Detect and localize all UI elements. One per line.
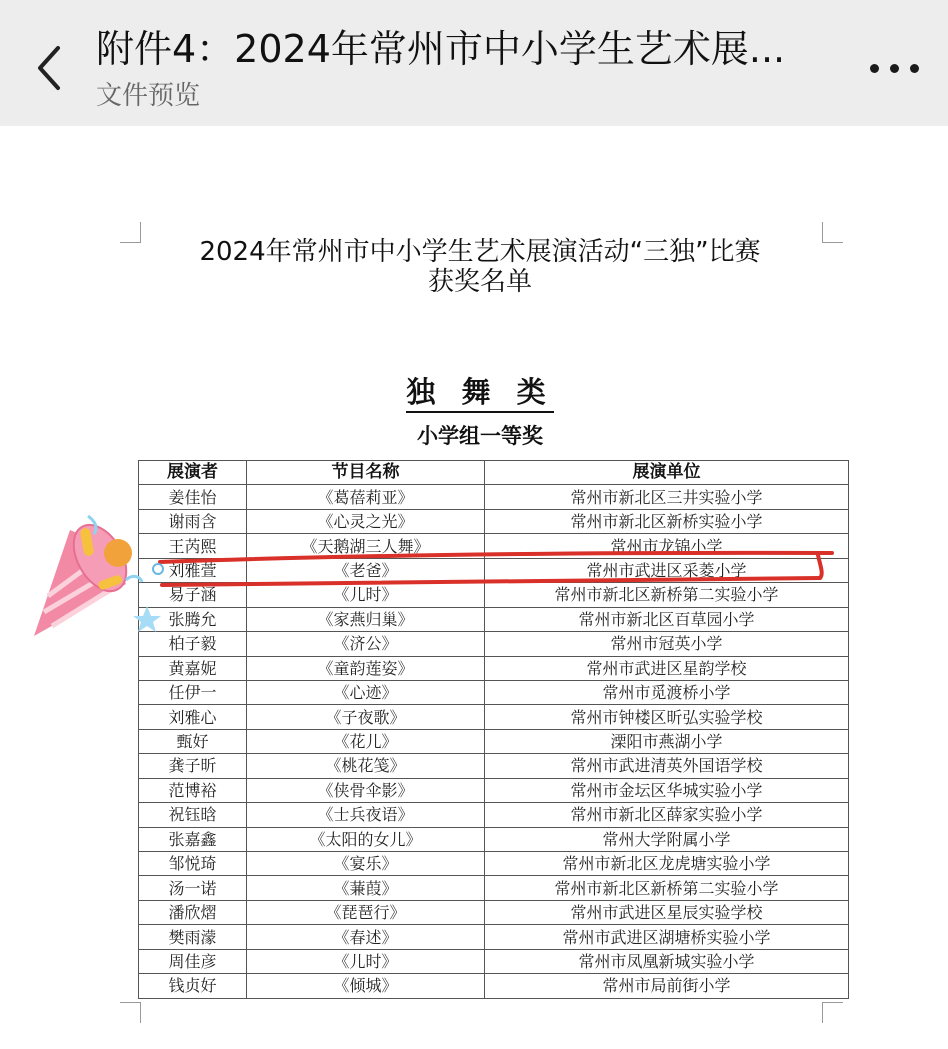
- document-title: 2024年常州市中小学生艺术展演活动“三独”比赛: [199, 237, 761, 267]
- unit-cell: 常州市新北区新桥第二实验小学: [485, 876, 849, 900]
- program-cell: 《心灵之光》: [247, 509, 485, 533]
- unit-cell: 常州市金坛区华城实验小学: [485, 778, 849, 802]
- performer-cell: 任伊一: [139, 680, 247, 704]
- program-cell: 《葛蓓莉亚》: [247, 485, 485, 509]
- program-cell: 《子夜歌》: [247, 705, 485, 729]
- unit-cell: 常州市冠英小学: [485, 632, 849, 656]
- table-row: [139, 778, 849, 802]
- table-row: [139, 509, 849, 533]
- table-header-row: [139, 461, 849, 485]
- top-bar: [0, 0, 948, 126]
- table-row: [139, 754, 849, 778]
- unit-cell: 常州市武进区星韵学校: [485, 656, 849, 680]
- unit-cell: 常州市局前街小学: [485, 974, 849, 998]
- program-cell: 《侠骨伞影》: [247, 778, 485, 802]
- unit-cell: 常州大学附属小学: [485, 827, 849, 851]
- program-cell: 《家燕归巢》: [247, 607, 485, 631]
- unit-cell: 常州市武进区星辰实验学校: [485, 900, 849, 924]
- table-row: [139, 925, 849, 949]
- more-options-button[interactable]: [866, 54, 926, 84]
- unit-cell: 常州市新北区三井实验小学: [485, 485, 849, 509]
- table-row: [139, 827, 849, 851]
- unit-cell: 常州市觅渡桥小学: [485, 680, 849, 704]
- table-row: [139, 680, 849, 704]
- program-cell: 《儿时》: [247, 949, 485, 973]
- table-row: [139, 656, 849, 680]
- performer-cell: 邹悦琦: [139, 852, 247, 876]
- file-preview-label: 文件预览: [96, 81, 201, 111]
- performer-cell: 周佳彦: [139, 949, 247, 973]
- table-row: [139, 729, 849, 753]
- unit-cell: 常州市龙锦小学: [485, 534, 849, 558]
- performer-cell: 易子涵: [139, 583, 247, 607]
- table-row: [139, 949, 849, 973]
- program-cell: 《春述》: [247, 925, 485, 949]
- program-cell: 《士兵夜语》: [247, 803, 485, 827]
- performer-cell: 樊雨濛: [139, 925, 247, 949]
- performer-cell: 汤一诺: [139, 876, 247, 900]
- performer-cell: 范博裕: [139, 778, 247, 802]
- unit-cell: 常州市武进区湖塘桥实验小学: [485, 925, 849, 949]
- back-arrow-icon: [30, 40, 70, 96]
- crop-mark: [822, 1002, 843, 1023]
- program-cell: 《济公》: [247, 632, 485, 656]
- document-title-line2: 获奖名单: [427, 267, 532, 297]
- table-row: [139, 974, 849, 998]
- table-row: [139, 534, 849, 558]
- program-cell: 《宴乐》: [247, 852, 485, 876]
- program-cell: 《倾城》: [247, 974, 485, 998]
- unit-cell: 溧阳市燕湖小学: [485, 729, 849, 753]
- column-header: 展演单位: [485, 461, 849, 485]
- table-row: [139, 607, 849, 631]
- performer-cell: 甄好: [139, 729, 247, 753]
- performer-cell: 谢雨含: [139, 509, 247, 533]
- unit-cell: 常州市新北区新桥第二实验小学: [485, 583, 849, 607]
- table-row: [139, 803, 849, 827]
- program-cell: 《儿时》: [247, 583, 485, 607]
- table-row: [139, 876, 849, 900]
- unit-cell: 常州市钟楼区昕弘实验学校: [485, 705, 849, 729]
- program-cell: 《老爸》: [247, 558, 485, 582]
- program-cell: 《天鹅湖三人舞》: [247, 534, 485, 558]
- back-button[interactable]: [30, 40, 70, 96]
- table-row: [139, 852, 849, 876]
- performer-cell: 柏子毅: [139, 632, 247, 656]
- section-heading: 独 舞 类: [340, 374, 620, 410]
- performer-cell: 张腾允: [139, 607, 247, 631]
- unit-cell: 常州市凤凰新城实验小学: [485, 949, 849, 973]
- awards-table: [138, 460, 849, 999]
- subsection-heading: 小学组一等奖: [417, 424, 543, 448]
- table-row: [139, 705, 849, 729]
- performer-cell: 钱贞好: [139, 974, 247, 998]
- more-dots-icon: [870, 64, 879, 73]
- crop-mark: [120, 1002, 141, 1023]
- unit-cell: 常州市武进区采菱小学: [485, 558, 849, 582]
- performer-cell: 潘欣熠: [139, 900, 247, 924]
- program-cell: 《花儿》: [247, 729, 485, 753]
- table-row: [139, 558, 849, 582]
- unit-cell: 常州市新北区薛家实验小学: [485, 803, 849, 827]
- performer-cell: 龚子昕: [139, 754, 247, 778]
- performer-cell: 张嘉鑫: [139, 827, 247, 851]
- performer-cell: 黄嘉妮: [139, 656, 247, 680]
- table-row: [139, 485, 849, 509]
- program-cell: 《桃花笺》: [247, 754, 485, 778]
- program-cell: 《琵琶行》: [247, 900, 485, 924]
- table-row: [139, 900, 849, 924]
- program-cell: 《童韵莲姿》: [247, 656, 485, 680]
- unit-cell: 常州市武进清英外国语学校: [485, 754, 849, 778]
- program-cell: 《太阳的女儿》: [247, 827, 485, 851]
- performer-cell: 刘雅萱: [139, 558, 247, 582]
- table-row: [139, 583, 849, 607]
- performer-cell: 姜佳怡: [139, 485, 247, 509]
- performer-cell: 祝钰晗: [139, 803, 247, 827]
- table-row: [139, 632, 849, 656]
- document-preview[interactable]: [0, 126, 948, 1049]
- column-header: 节目名称: [247, 461, 485, 485]
- program-cell: 《心迹》: [247, 680, 485, 704]
- performer-cell: 王芮熙: [139, 534, 247, 558]
- column-header: 展演者: [139, 461, 247, 485]
- unit-cell: 常州市新北区新桥实验小学: [485, 509, 849, 533]
- performer-cell: 刘雅心: [139, 705, 247, 729]
- unit-cell: 常州市新北区百草园小学: [485, 607, 849, 631]
- file-title: 附件4：2024年常州市中小学生艺术展...: [96, 27, 786, 71]
- unit-cell: 常州市新北区龙虎塘实验小学: [485, 852, 849, 876]
- program-cell: 《蒹葭》: [247, 876, 485, 900]
